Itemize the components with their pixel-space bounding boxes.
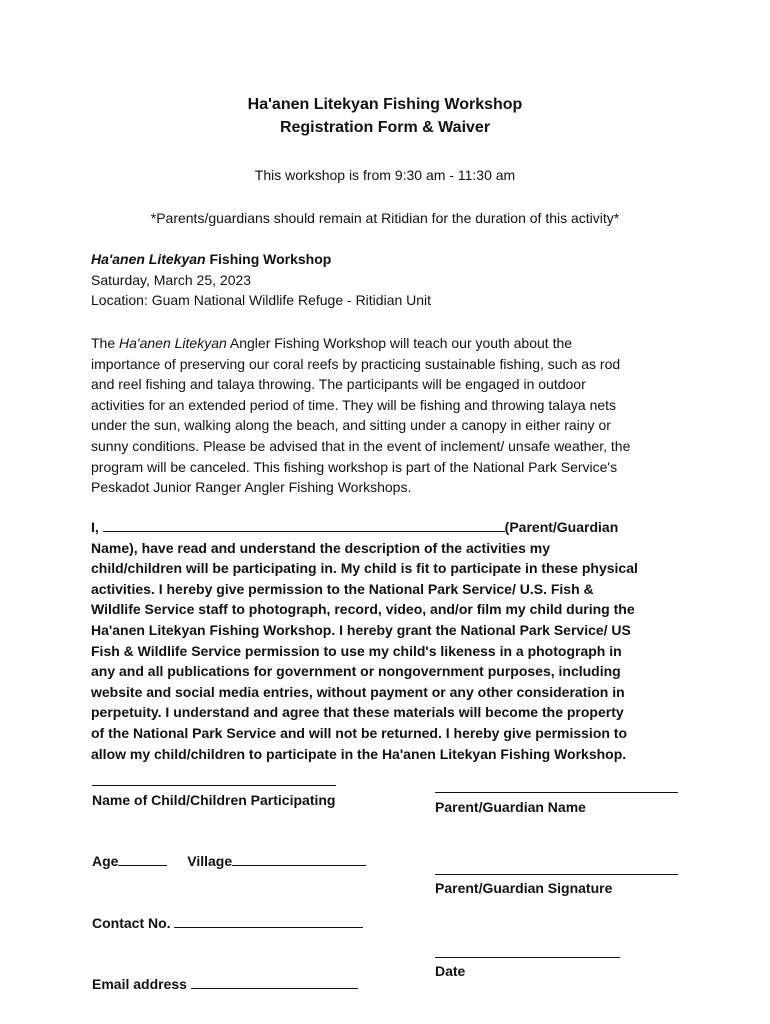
date-line[interactable] — [435, 957, 620, 958]
description-line: under the sun, walking along the beach, and sitting under a canopy in either rainy or — [91, 417, 611, 434]
parent-signature-line[interactable] — [435, 874, 678, 875]
waiver-line: allow my child/children to participate in the Ha'anen Litekyan Fishing Workshop. — [91, 745, 627, 762]
waiver-line: any and all publications for government or nongovernment purposes, including — [91, 663, 621, 680]
description-line: Peskadot Junior Ranger Angler Fishing Workshops. — [91, 479, 412, 496]
age-village-row — [92, 853, 366, 869]
contact-field[interactable] — [174, 915, 363, 928]
village-field[interactable] — [232, 853, 366, 866]
waiver-line: Wildlife Service staff to photograph, record, video, and/or film my child during the — [91, 601, 635, 618]
age-label: Age — [92, 853, 119, 869]
waiver-line: Name), have read and understand the description of the activities my — [91, 539, 551, 556]
contact-row — [92, 915, 363, 931]
description-paragraph — [91, 333, 691, 498]
event-name-rest: Fishing Workshop — [205, 251, 332, 267]
waiver-line: Ha'anen Litekyan Fishing Workshop. I hereby grant the National Park Service/ US — [91, 621, 631, 638]
waiver-prefix: I, — [91, 519, 103, 535]
event-location: Location: Guam National Wildlife Refuge - Ritidian Unit — [91, 292, 432, 308]
description-line: and reel fishing and talaya throwing. The participants will be engaged in outdoor — [91, 376, 586, 393]
form-title: Ha'anen Litekyan Fishing Workshop — [247, 96, 523, 113]
form-subtitle: Registration Form & Waiver — [279, 119, 491, 136]
waiver-line: perpetuity. I understand and agree that these materials will become the property — [91, 704, 624, 721]
description-line: Angler Fishing Workshop will teach our youth about the — [226, 335, 573, 351]
waiver-line: Fish & Wildlife Service permission to use my child's likeness in a photograph in — [91, 642, 622, 659]
event-name — [91, 251, 331, 267]
email-row — [92, 976, 358, 992]
waiver-suffix: (Parent/Guardian — [504, 519, 619, 535]
email-label: Email address — [92, 976, 191, 992]
child-name-line[interactable] — [92, 785, 336, 786]
workshop-time-note: This workshop is from 9:30 am - 11:30 am — [254, 167, 516, 183]
parent-name-blank[interactable] — [103, 519, 505, 532]
description-line: sunny conditions. Please be advised that in the event of inclement/ unsafe weather, the — [91, 437, 631, 454]
email-field[interactable] — [191, 976, 358, 989]
description-line: activities for an extended period of time. They will be fishing and throwing talaya nets — [91, 396, 617, 413]
date-label: Date — [435, 963, 466, 979]
child-name-label: Name of Child/Children Participating — [92, 792, 336, 808]
event-date: Saturday, March 25, 2023 — [91, 272, 252, 288]
waiver-line: website and social media entries, without payment or any other consideration in — [91, 683, 625, 700]
waiver-line: of the National Park Service and will not be returned. I hereby give permission to — [91, 724, 628, 741]
waiver-paragraph — [91, 517, 691, 764]
description-line: importance of preserving our coral reefs by practicing sustainable fishing, such as rod — [91, 355, 621, 372]
event-name-italic: Ha'anen Litekyan — [91, 251, 206, 267]
age-field[interactable] — [118, 853, 167, 866]
waiver-line: child/children will be participating in. My child is fit to participate in these physical — [91, 560, 638, 577]
parent-signature-label: Parent/Guardian Signature — [435, 880, 613, 896]
description-lead: The — [91, 335, 120, 351]
description-line: program will be canceled. This fishing workshop is part of the National Park Service's — [91, 458, 618, 475]
waiver-line: activities. I hereby give permission to the National Park Service/ U.S. Fish & — [91, 580, 594, 597]
guardian-note: *Parents/guardians should remain at Ritidian for the duration of this activity* — [150, 210, 620, 226]
contact-label: Contact No. — [92, 915, 175, 931]
village-label: Village — [187, 853, 233, 869]
description-italic: Ha'anen Litekyan — [119, 335, 227, 351]
parent-name-line[interactable] — [435, 792, 678, 793]
parent-name-label: Parent/Guardian Name — [435, 799, 586, 815]
